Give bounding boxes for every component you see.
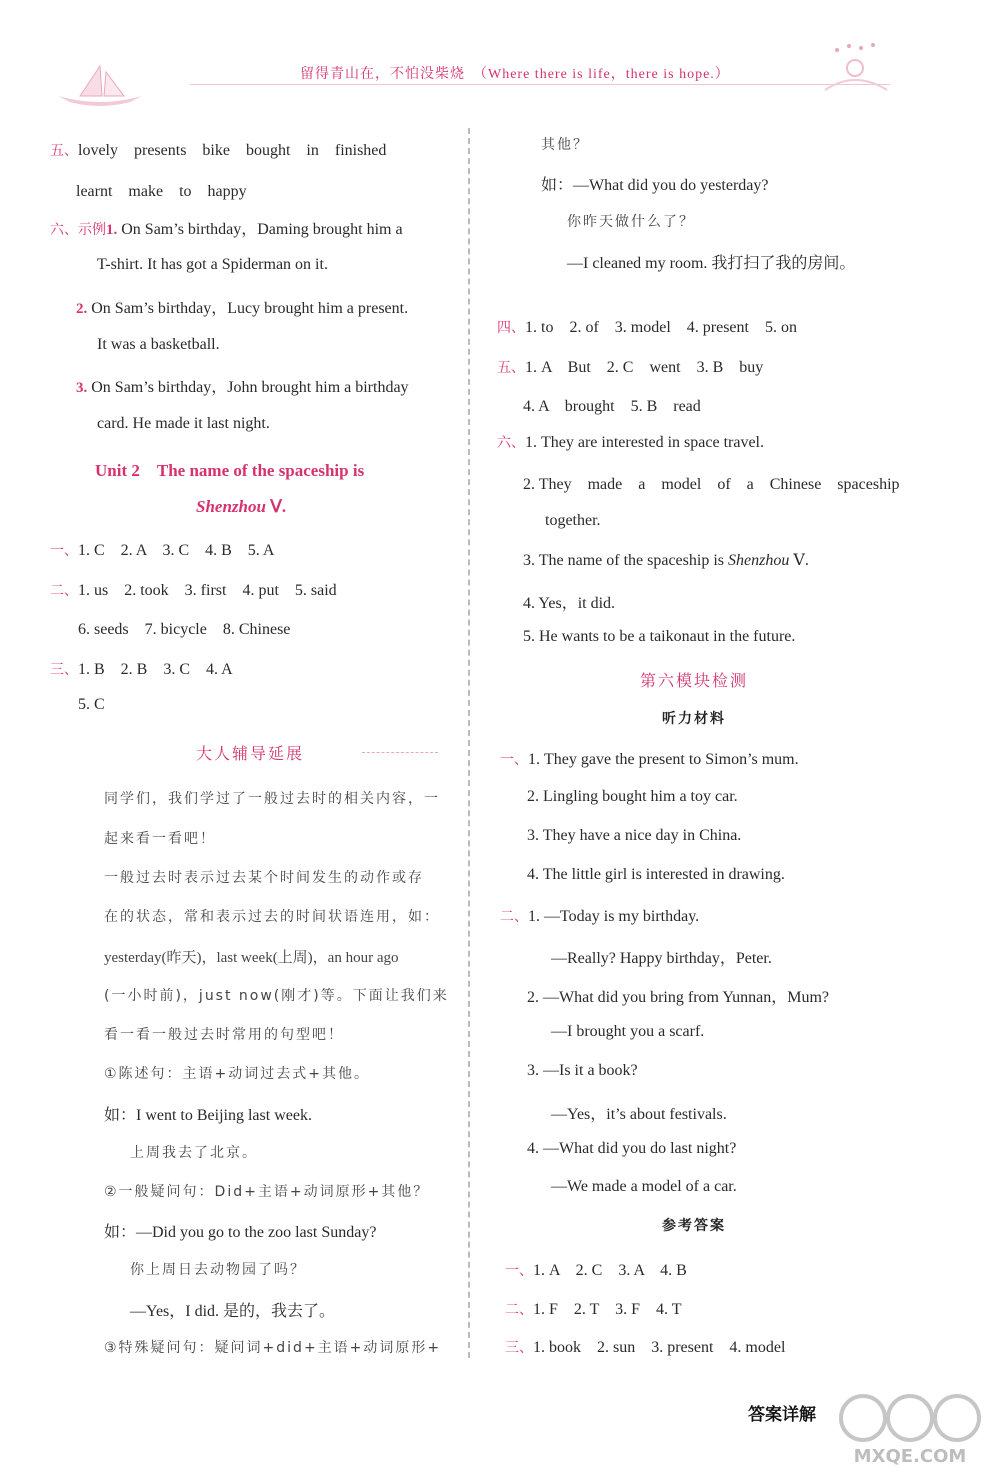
header-decoration <box>815 40 895 100</box>
guide-rule-1-translation: 上周我去了北京。 <box>130 1145 258 1161</box>
guide-para-1: 同学们，我们学过了一般过去时的相关内容，一 <box>104 791 440 807</box>
unit-sec3-line1: 三、1. B 2. B 3. C 4. A <box>50 661 233 678</box>
guide-rule-1-example: 如：I went to Beijing last week. <box>104 1107 312 1124</box>
right-s4: 四、1. to 2. of 3. model 4. present 5. on <box>497 319 797 336</box>
guide-rule-3-translation: 你昨天做什么了？ <box>567 214 695 230</box>
right-s6-item5: 5. He wants to be a taikonaut in the future. <box>523 628 796 645</box>
stars-decoration-icon <box>815 40 895 100</box>
guide-para-2: 起来看一看吧！ <box>104 831 216 847</box>
right-s6-item4: 4. Yes，it did. <box>523 595 616 612</box>
unit-sec3-line2: 5. C <box>78 696 105 713</box>
left-s6-item3: 3. On Sam’s birthday，John brought him a birthday <box>76 379 409 396</box>
right-s6-item2-cont: together. <box>545 512 601 529</box>
answers-sec2: 二、1. F 2. T 3. F 4. T <box>505 1301 682 1318</box>
guide-para-7: 看一看一般过去时常用的句型吧！ <box>104 1027 344 1043</box>
header-logo <box>50 58 150 108</box>
guide-rule-2-answer: —Yes，I did. 是的，我去了。 <box>130 1303 336 1320</box>
listen-sec1-item2: 2. Lingling bought him a toy car. <box>527 788 738 805</box>
left-s6-item1-cont: T-shirt. It has got a Spiderman on it. <box>97 256 328 273</box>
left-s6-item2-cont: It was a basketball. <box>97 336 220 353</box>
listen-sec2-item4: 4. —What did you do last night? <box>527 1140 737 1157</box>
unit-title: Unit 2 The name of the spaceship is <box>95 461 365 480</box>
guide-rule-1: ①陈述句：主语+动词过去式+其他。 <box>104 1066 371 1082</box>
listen-sec1-item3: 3. They have a nice day in China. <box>527 827 742 844</box>
listen-sec2-item2: 2. —What did you bring from Yunnan，Mum? <box>527 989 830 1006</box>
unit-sec1: 一、1. C 2. A 3. C 4. B 5. A <box>50 542 275 559</box>
guide-rule-3-cont: 其他？ <box>541 137 589 153</box>
column-divider <box>468 128 470 1358</box>
guide-rule-2-example: 如：—Did you go to the zoo last Sunday? <box>104 1224 377 1241</box>
guide-para-6: (一小时前)，just now(刚才)等。下面让我们来 <box>104 988 449 1004</box>
right-s6-item1: 六、1. They are interested in space travel. <box>497 434 764 451</box>
listen-sec1-item4: 4. The little girl is interested in drawing. <box>527 866 785 883</box>
guide-title-rule <box>362 752 438 753</box>
right-s5-line2: 4. A brought 5. B read <box>523 398 701 415</box>
left-s6-item3-cont: card. He made it last night. <box>97 415 270 432</box>
listen-sec2-item1-reply: —Really? Happy birthday，Peter. <box>551 950 772 967</box>
watermark-logo <box>835 1388 985 1468</box>
right-s6-item3: 3. The name of the spaceship is Shenzhou Ⅴ. <box>523 552 809 569</box>
guide-para-3: 一般过去时表示过去某个时间发生的动作或存 <box>104 870 424 886</box>
answers-sec3: 三、1. book 2. sun 3. present 4. model <box>505 1339 786 1356</box>
guide-rule-3-answer: —I cleaned my room. 我打扫了我的房间。 <box>567 255 856 272</box>
listen-sec1-item1: 一、1. They gave the present to Simon’s mum. <box>500 751 799 768</box>
left-s6-item2: 2. On Sam’s birthday，Lucy brought him a present. <box>76 300 409 317</box>
guide-para-4: 在的状态，常和表示过去的时间状语连用，如： <box>104 909 440 925</box>
unit-sec2-line2: 6. seeds 7. bicycle 8. Chinese <box>78 621 291 638</box>
left-s5-line1: 五、lovely presents bike bought in finished <box>50 142 387 159</box>
listen-sec2-item1: 二、1. —Today is my birthday. <box>500 908 700 925</box>
listening-title: 听力材料 <box>662 711 726 727</box>
unit-sec2-line1: 二、1. us 2. took 3. first 4. put 5. said <box>50 582 337 599</box>
right-s5-line1: 五、1. A But 2. C went 3. B buy <box>497 359 764 376</box>
header-motto: 留得青山在，不怕没柴烧 （Where there is life，there is hope.） <box>300 66 730 82</box>
guide-rule-3-example: 如：—What did you do yesterday? <box>541 177 769 194</box>
guide-rule-2: ②一般疑问句：Did+主语+动词原形+其他？ <box>104 1184 430 1200</box>
guide-rule-3: ③特殊疑问句：疑问词+did+主语+动词原形+ <box>104 1340 442 1356</box>
guide-para-5: yesterday(昨天)，last week(上周)，an hour ago <box>104 950 399 966</box>
listen-sec2-item2-reply: —I brought you a scarf. <box>551 1023 705 1040</box>
answers-title: 参考答案 <box>662 1218 726 1234</box>
guide-title: 大人辅导延展 <box>196 744 305 763</box>
watermark-icon <box>835 1388 985 1468</box>
svg-text:MXQE.COM: MXQE.COM <box>853 1446 967 1467</box>
listen-sec2-item3-reply: —Yes，it’s about festivals. <box>551 1106 727 1123</box>
module-title: 第六模块检测 <box>640 671 749 690</box>
ship-logo-icon <box>50 58 150 108</box>
listen-sec2-item3: 3. —Is it a book? <box>527 1062 638 1079</box>
right-s6-item2: 2. They made a model of a Chinese spaceship <box>523 476 900 493</box>
answers-sec1: 一、1. A 2. C 3. A 4. B <box>505 1262 687 1279</box>
unit-title-cont: Shenzhou Ⅴ. <box>196 497 287 516</box>
footer-label: 答案详解 <box>748 1405 816 1425</box>
header-rule <box>190 84 890 85</box>
left-s6-item1: 六、示例1. On Sam’s birthday，Daming brought him a <box>50 221 403 238</box>
listen-sec2-item4-reply: —We made a model of a car. <box>551 1178 737 1195</box>
guide-rule-2-translation: 你上周日去动物园了吗？ <box>130 1262 306 1278</box>
left-s5-line2: learnt make to happy <box>76 183 247 200</box>
